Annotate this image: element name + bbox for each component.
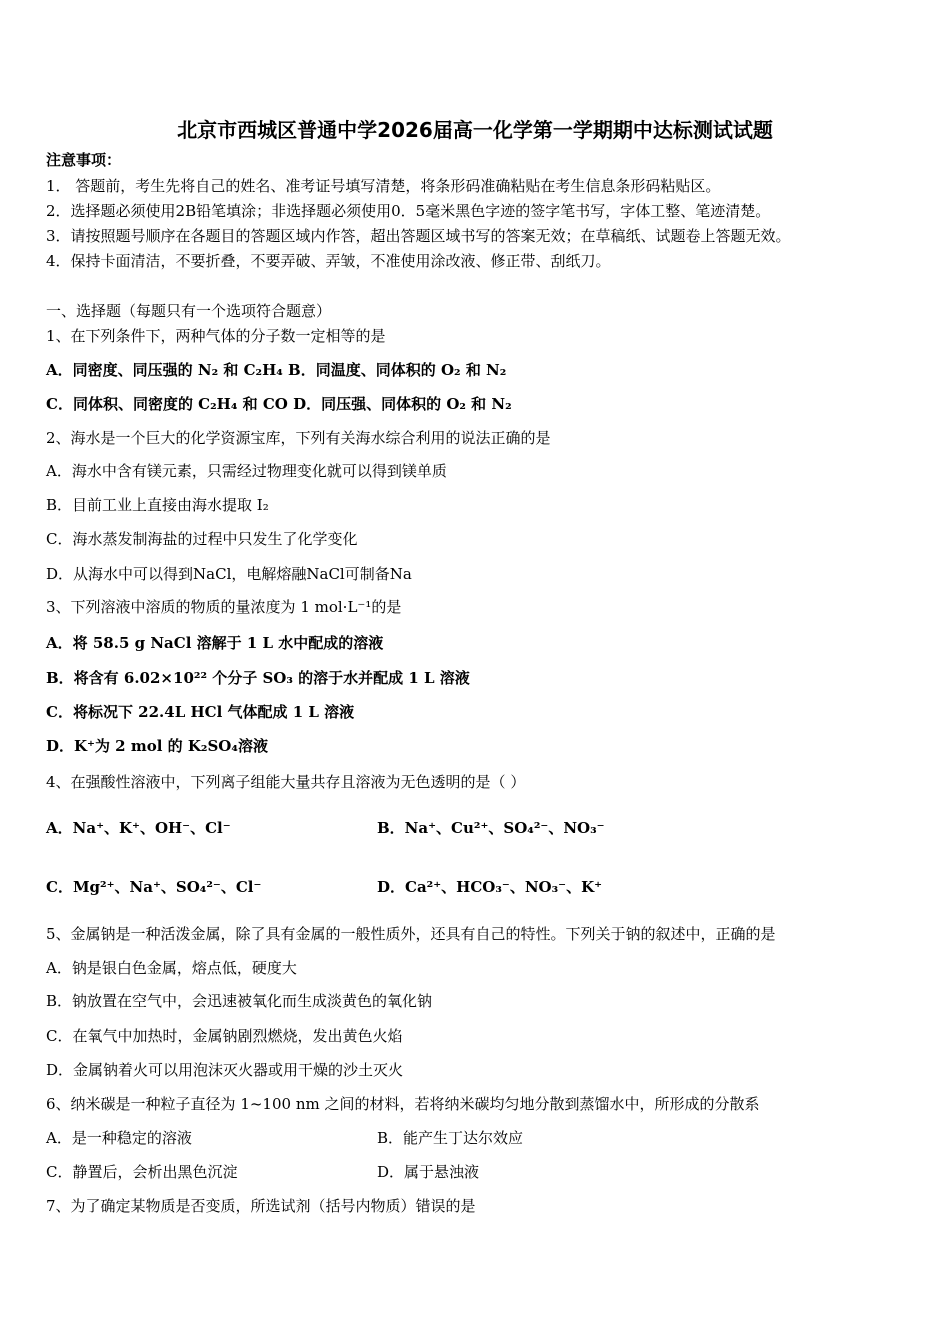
option: C．静置后，会析出黑色沉淀 <box>46 1163 238 1181</box>
option: C．在氧气中加热时，金属钠剧烈燃烧，发出黄色火焰 <box>46 1027 403 1045</box>
option: C．Mg²⁺、Na⁺、SO₄²⁻、Cl⁻ <box>46 878 262 896</box>
question-stem: 6、纳米碳是一种粒子直径为 1~100 nm 之间的材料，若将纳米碳均匀地分散到蒸馏水中，所形成的分散系 <box>46 1095 760 1113</box>
option: B．钠放置在空气中，会迅速被氧化而生成淡黄色的氧化钠 <box>46 992 433 1010</box>
notice-item: 3．请按照题号顺序在各题目的答题区域内作答，超出答题区域书写的答案无效；在草稿纸、试题卷上答题无效。 <box>46 227 791 245</box>
option: D．K⁺为 2 mol 的 K₂SO₄溶液 <box>46 737 268 755</box>
question-stem: 5、金属钠是一种活泼金属，除了具有金属的一般性质外，还具有自己的特性。下列关于钠的叙述中，正确的是 <box>46 925 776 943</box>
option: B．目前工业上直接由海水提取 I₂ <box>46 496 269 514</box>
notice-item: 4．保持卡面清洁，不要折叠，不要弄破、弄皱，不准使用涂改液、修正带、刮纸刀。 <box>46 252 611 270</box>
question-stem: 4、在强酸性溶液中，下列离子组能大量共存且溶液为无色透明的是（ ） <box>46 773 526 791</box>
notice-item: 1． 答题前，考生先将自己的姓名、准考证号填写清楚，将条形码准确粘贴在考生信息条形码粘贴区。 <box>46 177 721 195</box>
section-heading: 一、选择题（每题只有一个选项符合题意） <box>46 302 332 320</box>
option: B．能产生丁达尔效应 <box>377 1129 524 1147</box>
option: A．Na⁺、K⁺、OH⁻、Cl⁻ <box>46 819 231 837</box>
option: C．将标况下 22.4L HCl 气体配成 1 L 溶液 <box>46 703 355 721</box>
option: A．同密度、同压强的 N₂ 和 C₂H₄ B．同温度、同体积的 O₂ 和 N₂ <box>46 361 507 379</box>
option: D．Ca²⁺、HCO₃⁻、NO₃⁻、K⁺ <box>377 878 603 896</box>
option: A．海水中含有镁元素，只需经过物理变化就可以得到镁单质 <box>46 462 447 480</box>
question-stem: 7、为了确定某物质是否变质，所选试剂（括号内物质）错误的是 <box>46 1197 476 1215</box>
question-stem: 1、在下列条件下，两种气体的分子数一定相等的是 <box>46 327 386 345</box>
option: D．金属钠着火可以用泡沫灭火器或用干燥的沙土灭火 <box>46 1061 404 1079</box>
option: A．是一种稳定的溶液 <box>46 1129 192 1147</box>
question-stem: 3、下列溶液中溶质的物质的量浓度为 1 mol·L⁻¹的是 <box>46 598 402 616</box>
option: A．将 58.5 g NaCl 溶解于 1 L 水中配成的溶液 <box>46 634 384 652</box>
option: B．将含有 6.02×10²² 个分子 SO₃ 的溶于水并配成 1 L 溶液 <box>46 669 470 687</box>
page-title: 北京市西城区普通中学2026届高一化学第一学期期中达标测试试题 <box>177 118 773 142</box>
option: C．同体积、同密度的 C₂H₄ 和 CO D．同压强、同体积的 O₂ 和 N₂ <box>46 395 512 413</box>
option: C．海水蒸发制海盐的过程中只发生了化学变化 <box>46 530 358 548</box>
question-stem: 2、海水是一个巨大的化学资源宝库，下列有关海水综合利用的说法正确的是 <box>46 429 551 447</box>
notice-heading: 注意事项： <box>46 151 122 169</box>
option: D．属于悬浊液 <box>377 1163 480 1181</box>
option: B．Na⁺、Cu²⁺、SO₄²⁻、NO₃⁻ <box>377 819 605 837</box>
notice-item: 2．选择题必须使用2B铅笔填涂；非选择题必须使用0．5毫米黑色字迹的签字笔书写，字体工整、笔迹清楚。 <box>46 202 771 220</box>
option: A．钠是银白色金属，熔点低，硬度大 <box>46 959 297 977</box>
option: D．从海水中可以得到NaCl，电解熔融NaCl可制备Na <box>46 565 412 583</box>
